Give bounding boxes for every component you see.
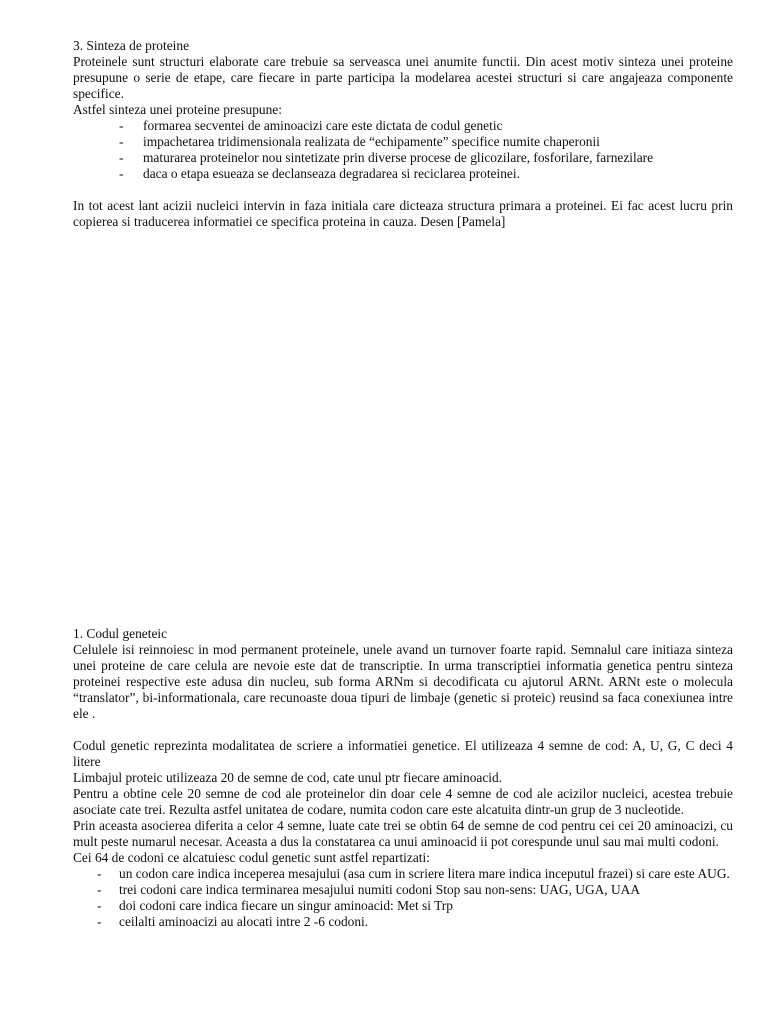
list-item: - daca o etapa esueaza se declanseaza degradarea si reciclarea proteinei. [119,166,520,181]
list-item: - maturarea proteinelor nou sintetizate prin diverse procese de glicozilare, fosforilare, farnezilare [119,150,654,165]
closing-paragraph: In tot acest lant acizii nucleici intervin in faza initiala care dicteaza structura primara a proteinei. Ei fac acest lucru prin copierea si traducerea informatiei ce specifica proteina in cauza. Desen [Pamela] [73,198,733,229]
list-item: - un codon care indica inceperea mesajului (asa cum in scriere litera mare indica inceputul frazei) si care este AUG. [97,866,730,881]
codon-list [73,866,733,930]
paragraph: Celulele isi reinnoiesc in mod permanent proteinele, unele avand un turnover foarte rapid. Semnalul care initiaza sinteza unei proteine de care celula are nevoie este dat de transcriptie. In urma transcriptiei informatia genetica pentru sinteza proteinei respective este adusa din nucleu, sub forma ARNm si decodificata cu ajutorul ARNt. ARNt este o molecula “translator”, bi-informationala, care recunoaste doua tipuri de limbaje (genetic si proteic) reusind sa faca conexiunea intre ele . [73,642,733,721]
paragraph: Pentru a obtine cele 20 semne de cod ale proteinelor din doar cele 4 semne de cod ale acizilor nucleici, acestea trebuie asociate cate trei. Rezulta astfel unitatea de codare, numita codon care este alcatuita dintr-un grup de 3 nucleotide. [73,786,733,817]
section-heading: 3. Sinteza de proteine [73,38,190,53]
section-protein-synthesis [73,38,733,230]
list-item: - formarea secventei de aminoacizi care este dictata de codul genetic [119,118,503,133]
paragraph: Limbajul proteic utilizeaza 20 de semne de cod, cate unul ptr fiecare aminoacid. [73,770,503,785]
paragraph: Prin aceasta asocierea diferita a celor 4 semne, luate cate trei se obtin 64 de semne de cod pentru cei cei 20 aminoacizi, cu mult peste numarul necesar. Aceasta a dus la constatarea ca unui aminoacid ii pot corespunde unul sau mai multi codoni. [73,818,733,849]
steps-list [73,118,733,182]
list-item: - impachetarea tridimensionala realizata de “echipamente” specifice numite chaperonii [119,134,600,149]
lead-paragraph: Astfel sinteza unei proteine presupune: [73,102,282,117]
list-item: - doi codoni care indica fiecare un singur aminoacid: Met si Trp [97,898,453,913]
list-item: - trei codoni care indica terminarea mesajului numiti codoni Stop sau non-sens: UAG, UGA, UAA [97,882,640,897]
section-heading: 1. Codul geneteic [73,626,168,641]
paragraph: Cei 64 de codoni ce alcatuiesc codul genetic sunt astfel repartizati: [73,850,430,865]
paragraph: Codul genetic reprezinta modalitatea de scriere a informatiei genetice. El utilizeaza 4 semne de cod: A, U, G, C deci 4 litere [73,738,733,769]
section-genetic-code [73,626,733,930]
list-item: - ceilalti aminoacizi au alocati intre 2 -6 codoni. [97,914,369,929]
intro-paragraph: Proteinele sunt structuri elaborate care trebuie sa serveasca unei anumite functii. Din acest motiv sinteza unei proteine presupune o serie de etape, care fiecare in parte participa la modelarea acestei structuri si care angajeaza componente specifice. [73,54,733,101]
